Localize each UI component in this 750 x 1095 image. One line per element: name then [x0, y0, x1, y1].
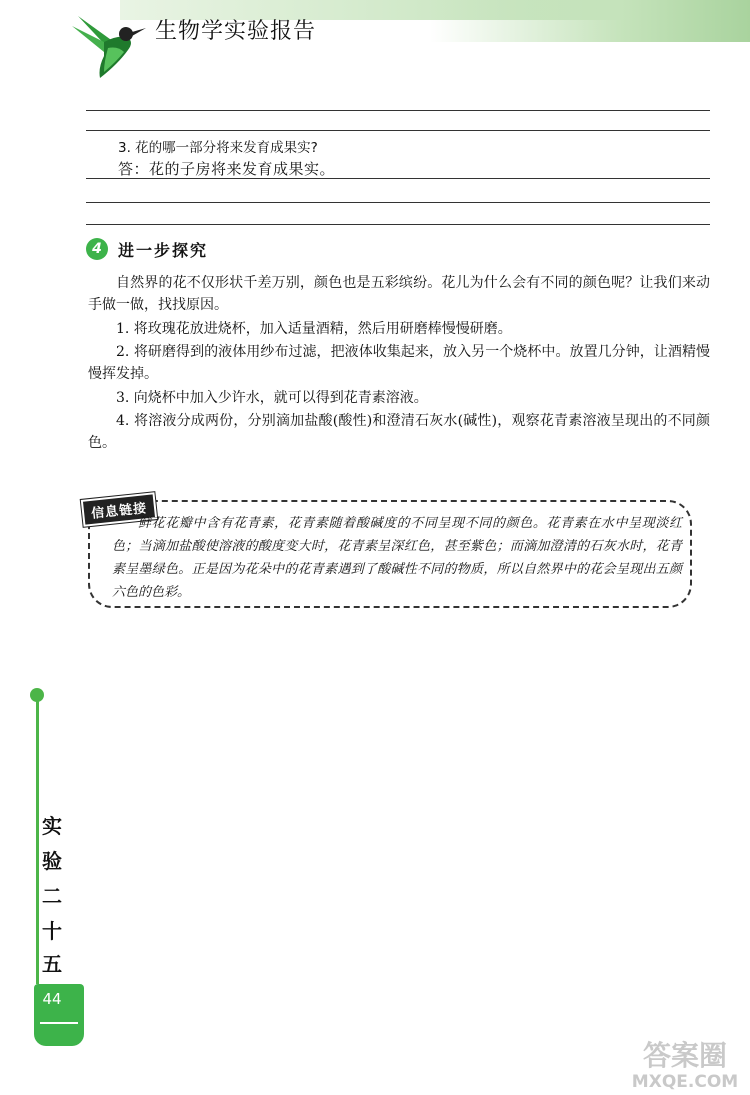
watermark-line-2: MXQE.COM	[631, 1072, 739, 1092]
question-3: 3. 花的哪一部分将来发育成果实?	[118, 140, 318, 156]
header-gradient	[430, 0, 750, 42]
answer-line	[86, 202, 710, 203]
hummingbird-icon	[68, 12, 148, 84]
step-2: 2. 将研磨得到的液体用纱布过滤，把液体收集起来，放入另一个烧杯中。放置几分钟，让酒精慢慢挥发掉。	[88, 344, 710, 382]
step-4: 4. 将溶液分成两份，分别滴加盐酸(酸性)和澄清石灰水(碱性)，观察花青素溶液呈现出的不同颜色。	[88, 413, 710, 451]
sidebar-char: 实	[42, 814, 62, 838]
answer-line	[86, 178, 710, 179]
step-3: 3. 向烧杯中加入少许水，就可以得到花青素溶液。	[116, 390, 428, 406]
answer-line	[86, 130, 710, 131]
answer-line	[86, 224, 710, 225]
sidebar-char: 验	[42, 849, 62, 873]
sidebar-char: 二	[42, 884, 62, 908]
info-link-tag: 信息链接	[81, 492, 157, 527]
section-title: 进一步探究	[118, 241, 209, 260]
sidebar-char: 五	[42, 952, 62, 976]
sidebar-char: 十	[42, 919, 62, 943]
watermark-line-1: 答案圈	[642, 1039, 727, 1072]
page-number: 44	[42, 990, 62, 1008]
answer-line	[86, 110, 710, 111]
paragraph: 自然界的花不仅形状千差万别，颜色也是五彩缤纷。花儿为什么会有不同的颜色呢？让我们来动手做一做，找找原因。	[88, 275, 710, 313]
tab-divider	[40, 1022, 78, 1024]
info-text: 鲜花花瓣中含有花青素，花青素随着酸碱度的不同呈现不同的颜色。花青素在水中呈现淡红色；当滴加盐酸使溶液的酸度变大时，花青素呈深红色，甚至紫色；而滴加澄清的石灰水时，花青素呈墨绿色。正是因为花朵中的花青素遇到了酸碱性不同的物质，所以自然界中的花会呈现出五颜六色的色彩。	[112, 516, 682, 600]
section-number-badge: 4	[86, 238, 108, 260]
answer-3: 答：花的子房将来发育成果实。	[118, 160, 336, 178]
watermark	[620, 1040, 750, 1095]
page-title: 生物学实验报告	[155, 19, 317, 44]
step-1: 1. 将玫瑰花放进烧杯，加入适量酒精，然后用研磨棒慢慢研磨。	[116, 321, 512, 337]
